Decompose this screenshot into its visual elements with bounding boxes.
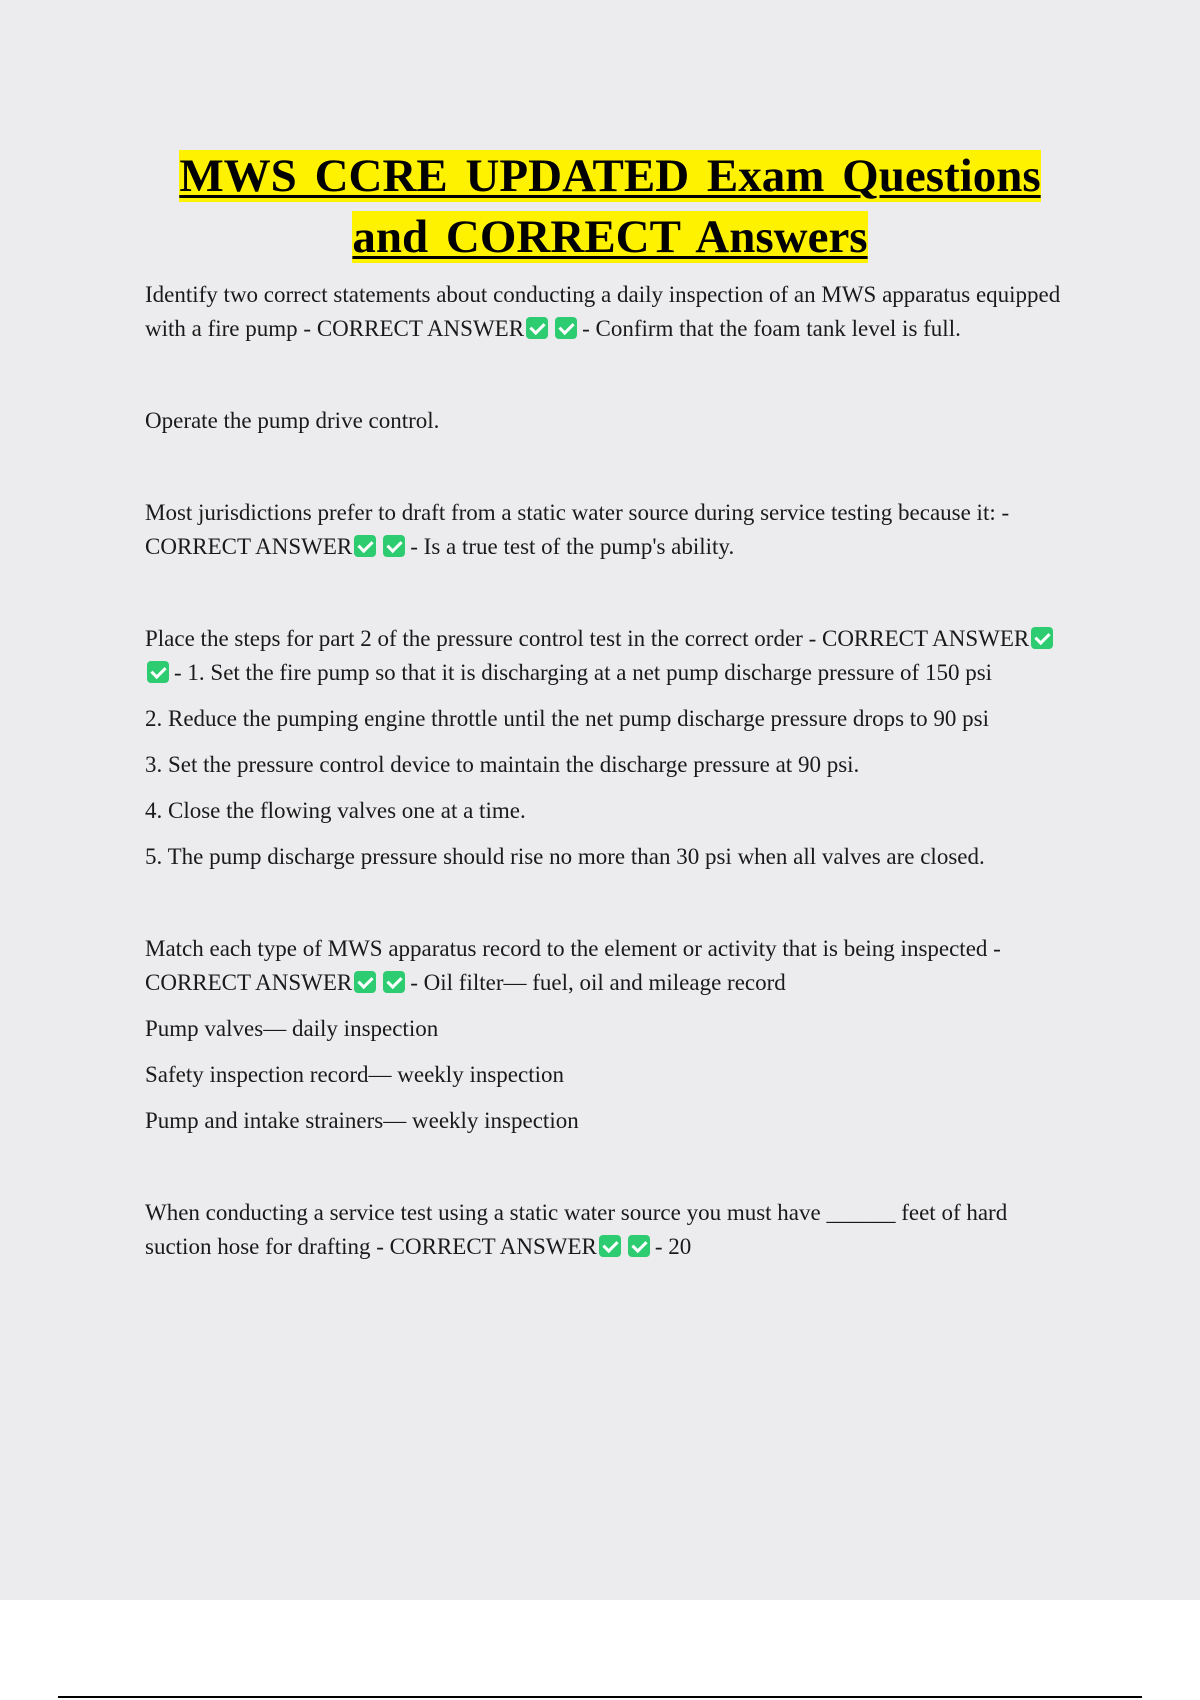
title-line-1: MWS CCRE UPDATED Exam Questions: [179, 150, 1041, 202]
check-mark-icon: [555, 317, 577, 339]
title-line-2: and CORRECT Answers: [352, 211, 868, 263]
check-mark-icon: [526, 317, 548, 339]
check-mark-icon: [628, 1235, 650, 1257]
document-title: [140, 146, 1080, 268]
check-mark-icon: [383, 535, 405, 557]
check-mark-icon: [599, 1235, 621, 1257]
qa-item-5: [145, 1196, 1075, 1264]
match-item: Pump and intake strainers— weekly inspection: [145, 1108, 579, 1133]
answer-text: - 20: [654, 1234, 692, 1259]
check-mark-icon: [354, 535, 376, 557]
qa-item-4: [145, 932, 1075, 1000]
answer-text: - Oil filter— fuel, oil and mileage record: [410, 970, 786, 995]
question-text: Identify two correct statements about conducting a daily inspection of an MWS apparatus equipped with a fire pump - CORRECT ANSWER: [145, 282, 1061, 341]
match-item: Safety inspection record— weekly inspection: [145, 1062, 564, 1087]
qa-content: [145, 278, 1075, 1264]
step-item: 4. Close the flowing valves one at a time.: [145, 798, 526, 823]
check-mark-icon: [147, 661, 169, 683]
answer-text: - Is a true test of the pump's ability.: [410, 534, 735, 559]
answer-text: - 1. Set the fire pump so that it is discharging at a net pump discharge pressure of 150 psi: [174, 660, 993, 685]
check-mark-icon: [1031, 627, 1053, 649]
step-item: 5. The pump discharge pressure should rise no more than 30 psi when all valves are closed.: [145, 844, 985, 869]
footer-rule: [58, 1696, 1142, 1698]
check-mark-icon: [354, 971, 376, 993]
match-item: Pump valves— daily inspection: [145, 1016, 439, 1041]
step-item: 2. Reduce the pumping engine throttle until the net pump discharge pressure drops to 90 psi: [145, 706, 990, 731]
answer-line: Operate the pump drive control.: [145, 408, 440, 433]
qa-item-3: [145, 622, 1075, 690]
question-text: Match each type of MWS apparatus record to the element or activity that is being inspected - CORRECT ANSWER: [145, 936, 1001, 995]
qa-item-2: [145, 496, 1075, 564]
question-text: Most jurisdictions prefer to draft from a static water source during service testing because it: - CORRECT ANSWER: [145, 500, 1010, 559]
question-text: When conducting a service test using a static water source you must have ______ feet of hard suction hose for drafting - CORRECT ANSWER: [145, 1200, 1008, 1259]
answer-text: - Confirm that the foam tank level is full.: [582, 316, 961, 341]
check-mark-icon: [383, 971, 405, 993]
qa-item-1: [145, 278, 1075, 346]
question-text: Place the steps for part 2 of the pressure control test in the correct order - CORRECT ANSWER: [145, 626, 1030, 651]
step-item: 3. Set the pressure control device to maintain the discharge pressure at 90 psi.: [145, 752, 860, 777]
